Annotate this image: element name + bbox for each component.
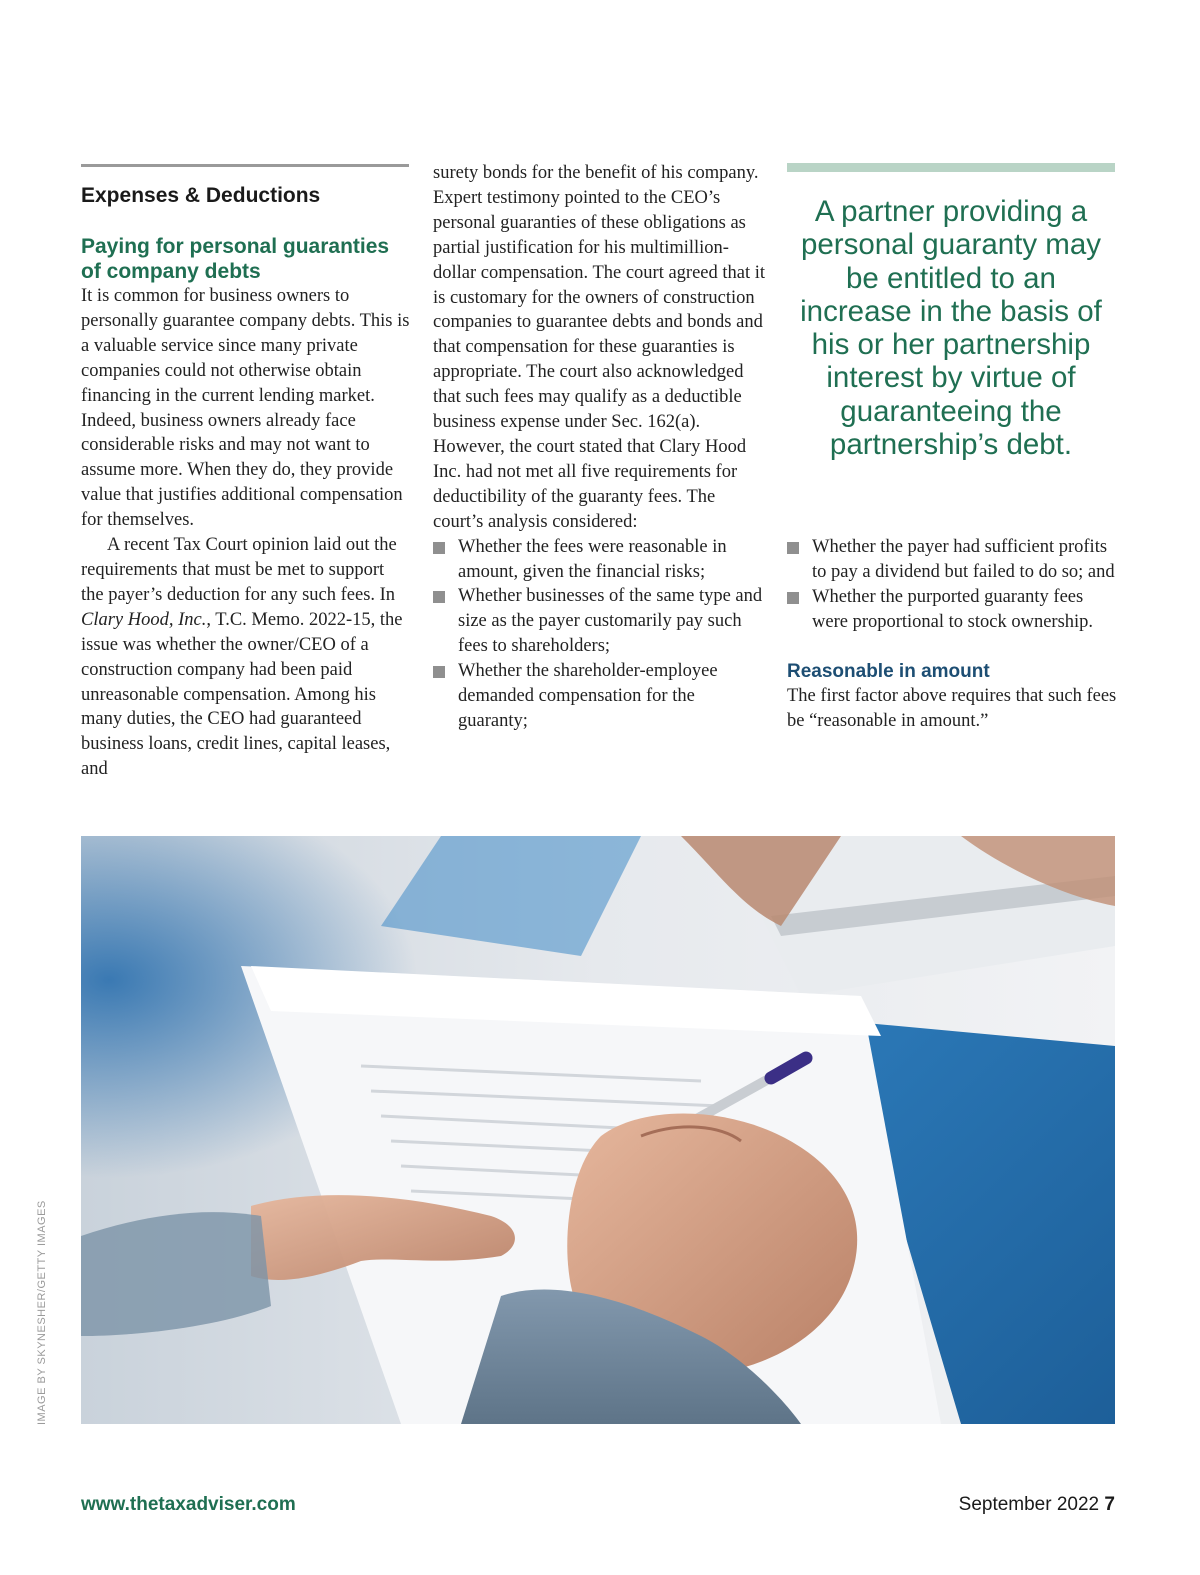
page-number: 7 bbox=[1104, 1494, 1115, 1515]
subhead-personal-guaranties: Paying for personal guaranties of company debts bbox=[81, 235, 390, 283]
paragraph-3: surety bonds for the benefit of his company. Expert testimony pointed to the CEO’s personal guaranties of these obligations as partial justification for his multimillion-dollar compensation. The court agreed that it is customary for the owners of construction companies to guarantee debts and bonds and that compensation for these guaranties is appropriate. The court also acknowledged that such fees may qualify as a deductible business expense under Sec. 162(a). However, the court stated that Clary Hood Inc. had not met all five requirements for deductibility of the guaranty fees. The court’s analysis considered: bbox=[433, 163, 766, 532]
pullquote-rule bbox=[787, 163, 1115, 172]
case-name: Clary Hood, Inc. bbox=[81, 609, 207, 630]
square-bullet-icon bbox=[787, 542, 799, 554]
list-item: Whether businesses of the same type and size as the payer customarily pay such fees to shareholders; bbox=[433, 584, 768, 659]
list-item: Whether the shareholder-employee demanded compensation for the guaranty; bbox=[433, 659, 768, 734]
column-3 bbox=[787, 535, 1117, 733]
paragraph-2-start: A recent Tax Court opinion laid out the requirements that must be met to support the payer’s deduction for any such fees. In bbox=[81, 535, 397, 605]
paragraph-2 bbox=[81, 533, 411, 782]
paragraph-2-rest: , T.C. Memo. 2022-15, the issue was whether the owner/CEO of a construction company had been paid unreasonable compensation. Among his many duties, the CEO had guaranteed business loans, credit lines, capital leases, and bbox=[81, 609, 403, 780]
photo-credit: IMAGE BY SKYNESHER/GETTY IMAGES bbox=[36, 1200, 48, 1425]
paragraph-1: It is common for business owners to personally guarantee company debts. This is a valuable service since many private companies could not otherwise obtain financing in the current lending market. Indeed, business owners already face considerable risks and may not want to assume more. When they do, they provide value that justifies additional compensation for themselves. bbox=[81, 286, 410, 531]
section-label: Expenses & Deductions bbox=[81, 184, 321, 207]
footer-date bbox=[959, 1494, 1115, 1516]
square-bullet-icon bbox=[433, 591, 445, 603]
square-bullet-icon bbox=[787, 592, 799, 604]
list-item: Whether the purported guaranty fees were proportional to stock ownership. bbox=[787, 585, 1117, 635]
list-item: Whether the payer had sufficient profits to pay a dividend but failed to do so; and bbox=[787, 535, 1117, 585]
list-item: Whether the fees were reasonable in amount, given the financial risks; bbox=[433, 535, 768, 585]
subhead-reasonable-amount: Reasonable in amount bbox=[787, 660, 990, 682]
column-2 bbox=[433, 161, 768, 734]
footer-url[interactable]: www.thetaxadviser.com bbox=[81, 1494, 296, 1515]
section-rule bbox=[81, 164, 409, 167]
square-bullet-icon bbox=[433, 666, 445, 678]
photo-signing-document bbox=[81, 836, 1115, 1424]
footer-date-text: September 2022 bbox=[958, 1494, 1100, 1515]
factor-list-2 bbox=[787, 535, 1117, 635]
pull-quote: A partner providing a personal guaranty may be entitled to an increase in the basis of his or her partnership interest by virtue of guaranteeing the partnership’s debt. bbox=[800, 195, 1102, 462]
factor-list-1 bbox=[433, 535, 768, 734]
square-bullet-icon bbox=[433, 542, 445, 554]
photo-illustration bbox=[81, 836, 1115, 1424]
column-1 bbox=[81, 234, 411, 782]
paragraph-4: The first factor above requires that such fees be “reasonable in amount.” bbox=[787, 685, 1117, 731]
